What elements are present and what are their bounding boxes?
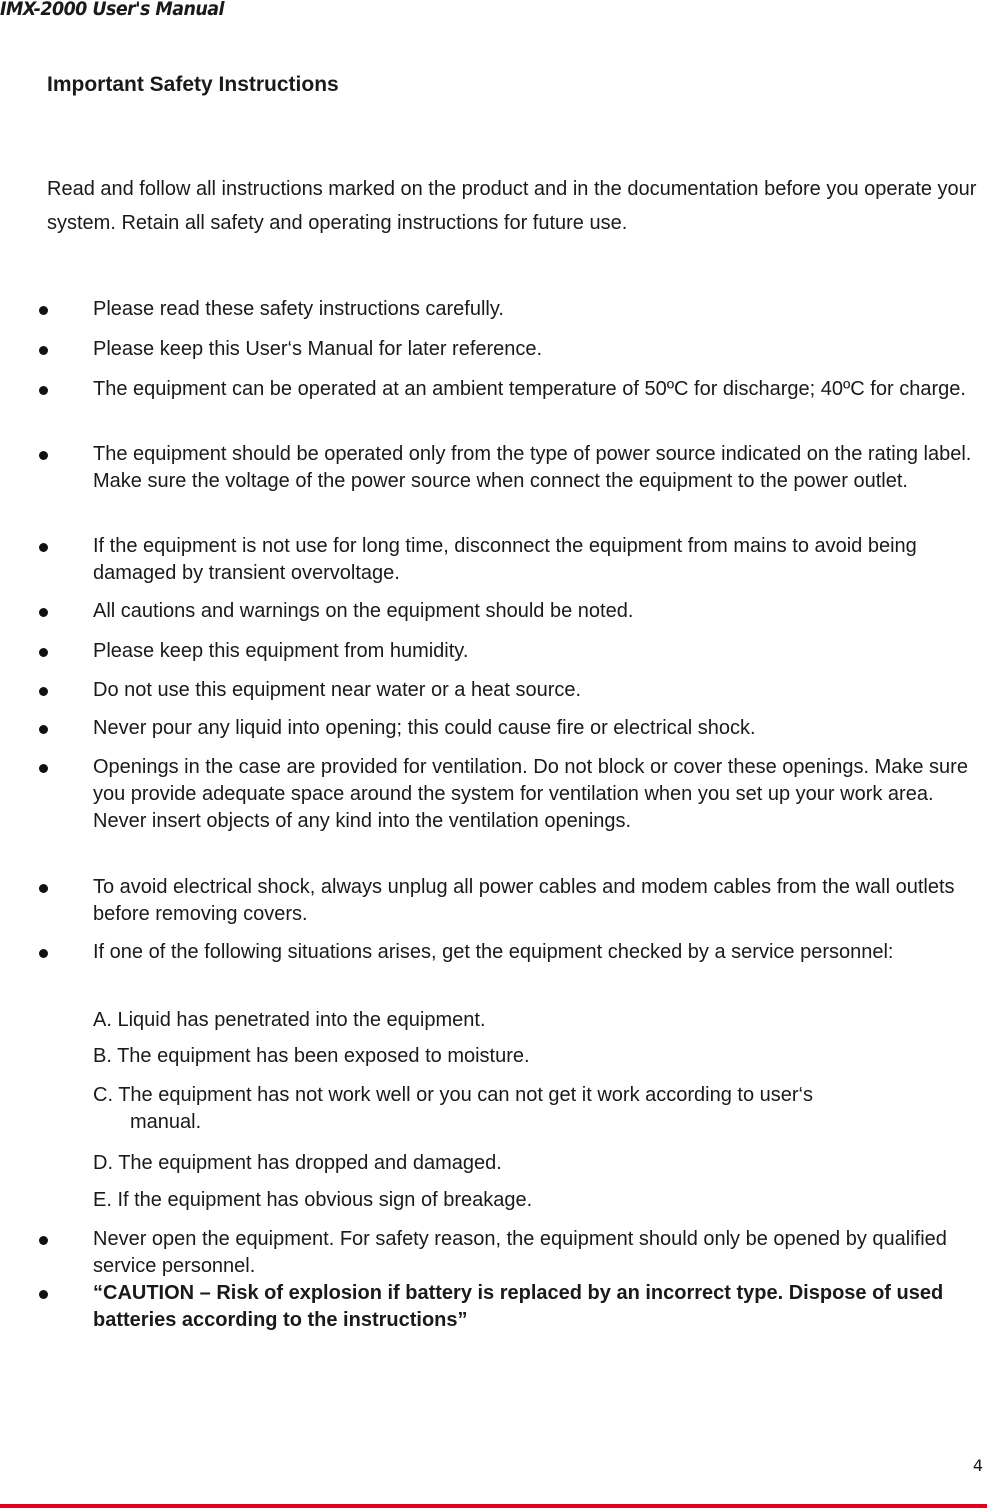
footer-rule xyxy=(0,1504,987,1508)
bullet-icon xyxy=(39,543,48,552)
list-item xyxy=(93,939,985,966)
sub-list-item: D. The equipment has dropped and damaged. xyxy=(93,1152,502,1174)
sub-list-item: B. The equipment has been exposed to moisture. xyxy=(93,1045,530,1067)
bullet-icon xyxy=(39,608,48,617)
list-item xyxy=(93,715,985,742)
list-item-text: The equipment should be operated only from the type of power source indicated on the rating label. Make sure the voltage of the power source when connect the equipment to the power outlet. xyxy=(93,443,972,492)
list-item xyxy=(93,376,985,403)
bullet-icon xyxy=(39,687,48,696)
caution-item xyxy=(93,1280,985,1334)
list-item-text: Never open the equipment. For safety reason, the equipment should only be opened by qualified service personnel. xyxy=(93,1228,947,1277)
list-item xyxy=(93,296,985,323)
page-number: 4 xyxy=(972,1456,983,1475)
bullet-icon xyxy=(39,725,48,734)
list-item-text: To avoid electrical shock, always unplug all power cables and modem cables from the wall outlets before removing covers. xyxy=(93,876,955,925)
bullet-icon xyxy=(39,764,48,773)
list-item-text: All cautions and warnings on the equipment should be noted. xyxy=(93,600,634,622)
bullet-icon xyxy=(39,1290,48,1299)
list-item-text: Never pour any liquid into opening; this could cause fire or electrical shock. xyxy=(93,717,756,739)
list-item xyxy=(93,754,985,835)
intro-paragraph: Read and follow all instructions marked on the product and in the documentation before you operate your system. Retain all safety and operating instructions for future use. xyxy=(47,178,977,234)
bullet-icon xyxy=(39,386,48,395)
caution-text: “CAUTION – Risk of explosion if battery is replaced by an incorrect type. Dispose of used batteries according to the instructions” xyxy=(93,1282,944,1331)
bullet-icon xyxy=(39,451,48,460)
list-item-text: Please read these safety instructions carefully. xyxy=(93,298,504,320)
sub-list-item: A. Liquid has penetrated into the equipment. xyxy=(93,1009,486,1031)
bullet-icon xyxy=(39,1236,48,1245)
list-item xyxy=(93,1226,985,1280)
list-item xyxy=(93,441,985,495)
sub-list-item-text: C. The equipment has not work well or you can not get it work according to user‘s xyxy=(93,1084,813,1106)
list-item-text: Do not use this equipment near water or a heat source. xyxy=(93,679,582,701)
list-item-text: Please keep this equipment from humidity. xyxy=(93,640,469,662)
bullet-icon xyxy=(39,346,48,355)
bullet-icon xyxy=(39,949,48,958)
sub-list-item-continuation: manual. xyxy=(130,1111,202,1133)
list-item-text: Openings in the case are provided for ventilation. Do not block or cover these openings. Make sure you provide adequate space around the system for ventilation when you set up your work area. Never insert objects of any kind into the ventilation openings. xyxy=(93,756,968,832)
list-item xyxy=(93,533,985,587)
list-item-text: If the equipment is not use for long time, disconnect the equipment from mains to avoid being damaged by transient overvoltage. xyxy=(93,535,917,584)
list-item xyxy=(93,336,985,363)
bullet-icon xyxy=(39,306,48,315)
list-item xyxy=(93,677,985,704)
list-item-text: Please keep this User‘s Manual for later reference. xyxy=(93,338,543,360)
list-item-text: If one of the following situations arises, get the equipment checked by a service personnel: xyxy=(93,941,894,963)
sub-list-item: E. If the equipment has obvious sign of breakage. xyxy=(93,1189,533,1211)
list-item xyxy=(93,638,985,665)
sub-list-item xyxy=(93,1082,953,1136)
bullet-icon xyxy=(39,884,48,893)
list-item xyxy=(93,598,985,625)
list-item xyxy=(93,874,985,928)
list-item-text: The equipment can be operated at an ambient temperature of 50ºC for discharge; 40ºC for charge. xyxy=(93,378,966,400)
bullet-icon xyxy=(39,648,48,657)
manual-header-title: IMX-2000 User's Manual xyxy=(0,0,224,20)
page-title: Important Safety Instructions xyxy=(47,73,339,96)
